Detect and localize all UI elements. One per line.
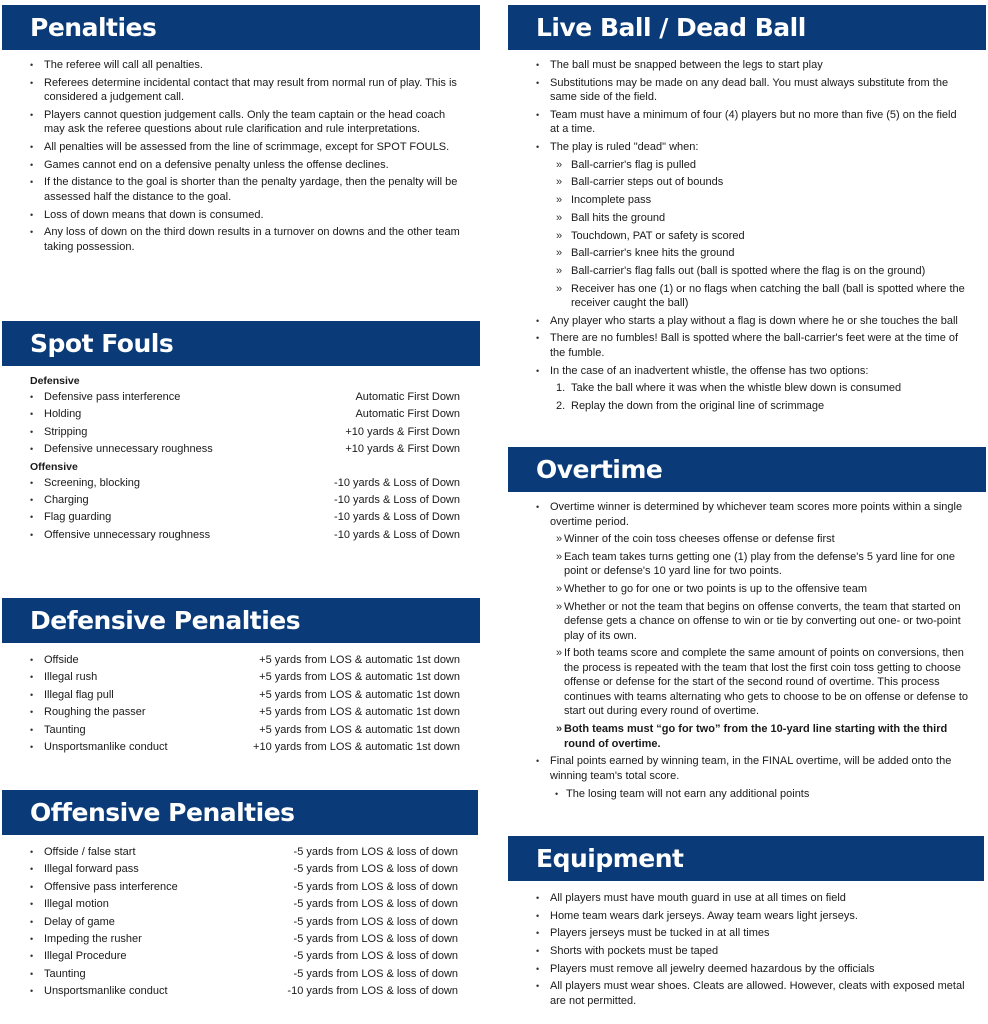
foul-name: Screening, blocking xyxy=(44,476,141,489)
penalty-result: +5 yards from LOS & automatic 1st down xyxy=(259,654,460,666)
list-item: • Home team wears dark jerseys. Away team wears light jerseys. xyxy=(508,909,984,924)
penalty-result: -5 yards from LOS & loss of down xyxy=(293,880,458,893)
defensive-label: Defensive xyxy=(30,375,80,387)
equipment-list xyxy=(508,891,984,1008)
list-item: • Shorts with pockets must be taped xyxy=(508,944,984,959)
penalty-result: +5 yards from LOS & automatic 1st down xyxy=(259,723,460,736)
sub-list-item: » Touchdown, PAT or safety is scored xyxy=(508,229,986,244)
list-item: • The referee will call all penalties. xyxy=(2,58,480,73)
table-row xyxy=(2,722,480,739)
penalty-name: Taunting xyxy=(44,967,86,980)
list-item: • In the case of an inadvertent whistle, the offense has two options: xyxy=(508,364,986,379)
table-row xyxy=(2,475,480,492)
table-row xyxy=(2,844,478,861)
penalty-result: -5 yards from LOS & loss of down xyxy=(293,915,458,928)
penalty-name: Unsportsmanlike conduct xyxy=(44,985,168,998)
penalty-result: +10 yards from LOS & automatic 1st down xyxy=(253,740,460,753)
overtime-section xyxy=(508,447,986,804)
penalty-result: -5 yards from LOS & loss of down xyxy=(293,846,458,858)
list-item: • If the distance to the goal is shorter than the penalty yardage, then the penalty will be assessed half the distance to the goal. xyxy=(2,175,480,204)
penalties-section xyxy=(2,5,480,258)
list-item: • The play is ruled "dead" when: xyxy=(508,140,986,155)
table-row xyxy=(2,406,480,423)
live-dead-ball-section xyxy=(508,5,986,417)
list-item: • Substitutions may be made on any dead ball. You must always substitute from the same side of the field. xyxy=(508,76,986,105)
penalties-header: Penalties xyxy=(2,5,480,50)
sub-list-item: » Whether or not the team that begins on offense converts, the team that started on defense gets a chance on offense to win or tie by converting out one- or two-point play of its own. xyxy=(508,600,986,644)
sub-list-item: » Ball-carrier steps out of bounds xyxy=(508,175,986,190)
list-item: • All players must wear shoes. Cleats are allowed. However, cleats with exposed metal are not permitted. xyxy=(508,979,984,1008)
penalty-name: Impeding the rusher xyxy=(44,932,142,945)
foul-result: -10 yards & Loss of Down xyxy=(334,493,460,506)
spot-fouls-header: Spot Fouls xyxy=(2,321,480,366)
penalties-list xyxy=(2,58,480,254)
sub-list-item: » Ball-carrier's knee hits the ground xyxy=(508,246,986,261)
foul-result: Automatic First Down xyxy=(355,391,460,403)
list-item: • Players jerseys must be tucked in at all times xyxy=(508,926,984,941)
table-row xyxy=(2,652,480,669)
penalty-name: Offside / false start xyxy=(44,846,136,858)
foul-name: Stripping xyxy=(44,425,88,438)
foul-name: Flag guarding xyxy=(44,511,112,524)
numbered-item: 1. Take the ball where it was when the whistle blew down is consumed xyxy=(556,382,902,395)
defensive-penalties-header: Defensive Penalties xyxy=(2,598,480,643)
penalty-name: Delay of game xyxy=(44,915,115,928)
table-row xyxy=(2,983,478,1000)
list-item: • Players must remove all jewelry deemed hazardous by the officials xyxy=(508,962,984,977)
penalty-name: Taunting xyxy=(44,723,86,736)
sub-list-item: » Ball-carrier's flag falls out (ball is spotted where the flag is on the ground) xyxy=(508,264,986,279)
defensive-penalties-section xyxy=(2,598,480,756)
table-row xyxy=(2,687,480,704)
list-item: • All penalties will be assessed from the line of scrimmage, except for SPOT FOULS. xyxy=(2,140,480,155)
penalty-result: +5 yards from LOS & automatic 1st down xyxy=(259,688,460,701)
foul-result: +10 yards & First Down xyxy=(345,443,460,456)
penalty-name: Illegal motion xyxy=(44,898,109,911)
list-item: • Any player who starts a play without a flag is down where he or she touches the ball xyxy=(508,314,986,329)
sub-list-item: » Whether to go for one or two points is up to the offensive team xyxy=(508,582,986,597)
sub-list-item: » Ball-carrier's flag is pulled xyxy=(508,158,986,173)
offensive-penalties-section xyxy=(2,790,478,1001)
sub-list-item: » Incomplete pass xyxy=(508,193,986,208)
foul-name: Defensive pass interference xyxy=(44,391,181,403)
sub-list-item: » Winner of the coin toss cheeses offense or defense first xyxy=(508,532,986,547)
list-item: • Loss of down means that down is consumed. xyxy=(2,208,480,223)
foul-result: -10 yards & Loss of Down xyxy=(334,528,460,541)
table-row xyxy=(2,389,480,406)
penalty-result: +5 yards from LOS & automatic 1st down xyxy=(259,671,460,684)
sub-list-item: » Each team takes turns getting one (1) play from the defense's 5 yard line for one point or defense's 10 yard line for two points. xyxy=(508,550,986,579)
table-row xyxy=(2,492,480,509)
overtime-header: Overtime xyxy=(508,447,986,492)
table-row xyxy=(2,441,480,458)
spot-fouls-section xyxy=(2,321,480,544)
table-row xyxy=(2,669,480,686)
penalty-name: Illegal Procedure xyxy=(44,950,127,963)
penalty-result: +5 yards from LOS & automatic 1st down xyxy=(259,706,460,719)
penalty-result: -5 yards from LOS & loss of down xyxy=(293,932,458,945)
penalty-result: -5 yards from LOS & loss of down xyxy=(293,950,458,963)
list-item: • Overtime winner is determined by whichever team scores more points within a single overtime period. xyxy=(508,500,986,529)
foul-result: +10 yards & First Down xyxy=(345,425,460,438)
table-row xyxy=(2,527,480,544)
table-row xyxy=(2,424,480,441)
list-item: • All players must have mouth guard in use at all times on field xyxy=(508,891,984,906)
foul-result: Automatic First Down xyxy=(355,408,460,421)
live-dead-ball-list xyxy=(508,58,986,414)
penalty-name: Roughing the passer xyxy=(44,706,146,719)
foul-name: Charging xyxy=(44,493,89,506)
table-row xyxy=(2,914,478,931)
sub-list-item: » Ball hits the ground xyxy=(508,211,986,226)
table-row xyxy=(2,879,478,896)
overtime-list xyxy=(508,500,986,801)
sub-list-item: » If both teams score and complete the same amount of points on conversions, then the process is repeated with the team that lost the first coin toss getting to choose offense or defense for the start of the second round of overtime. This process continues with teams alternating who gets to choose to be on offense or defense to start out during every round of overtime. xyxy=(508,646,986,719)
bold-rule-item: » Both teams must “go for two” from the 10-yard line starting with the third round of overtime. xyxy=(508,722,986,751)
list-item: • There are no fumbles! Ball is spotted where the ball-carrier's feet were at the time of the fumble. xyxy=(508,331,986,360)
foul-name: Holding xyxy=(44,408,82,421)
live-dead-ball-header: Live Ball / Dead Ball xyxy=(508,5,986,50)
penalty-name: Illegal flag pull xyxy=(44,688,114,701)
table-row xyxy=(2,931,478,948)
table-row xyxy=(2,509,480,526)
foul-name: Defensive unnecessary roughness xyxy=(44,443,213,456)
table-row xyxy=(2,966,478,983)
offensive-label: Offensive xyxy=(30,460,78,473)
list-item: • Referees determine incidental contact that may result from normal run of play. This is considered a judgement call. xyxy=(2,76,480,105)
table-row xyxy=(2,704,480,721)
table-row xyxy=(2,948,478,965)
list-item: • Games cannot end on a defensive penalty unless the offense declines. xyxy=(2,158,480,173)
table-row xyxy=(2,896,478,913)
foul-result: -10 yards & Loss of Down xyxy=(334,511,460,524)
list-item: • Team must have a minimum of four (4) players but no more than five (5) on the field at a time. xyxy=(508,108,986,137)
penalty-name: Illegal rush xyxy=(44,671,98,684)
penalty-name: Unsportsmanlike conduct xyxy=(44,740,168,753)
penalty-result: -10 yards from LOS & loss of down xyxy=(287,985,458,998)
list-item: • Any loss of down on the third down results in a turnover on downs and the other team taking possession. xyxy=(2,225,480,254)
numbered-item: 2. Replay the down from the original line of scrimmage xyxy=(556,400,825,412)
penalty-result: -5 yards from LOS & loss of down xyxy=(293,863,458,876)
penalty-result: -5 yards from LOS & loss of down xyxy=(293,898,458,911)
offensive-penalties-header: Offensive Penalties xyxy=(2,790,478,835)
table-row xyxy=(2,861,478,878)
equipment-section xyxy=(508,836,984,1012)
penalty-result: -5 yards from LOS & loss of down xyxy=(293,967,458,980)
list-item: • Players cannot question judgement calls. Only the team captain or the head coach may ask the referee questions about rule clarification and rule interpretations. xyxy=(2,108,480,137)
penalty-name: Offside xyxy=(44,654,79,666)
table-row xyxy=(2,739,480,756)
penalty-name: Illegal forward pass xyxy=(44,863,139,876)
foul-result: -10 yards & Loss of Down xyxy=(334,476,460,489)
sub-list-item: • The losing team will not earn any additional points xyxy=(508,787,986,802)
equipment-header: Equipment xyxy=(508,836,984,881)
list-item: • The ball must be snapped between the legs to start play xyxy=(508,58,986,73)
foul-name: Offensive unnecessary roughness xyxy=(44,528,211,541)
penalty-name: Offensive pass interference xyxy=(44,880,178,893)
sub-list-item: » Receiver has one (1) or no flags when catching the ball (ball is spotted where the receiver caught the ball) xyxy=(508,282,986,311)
list-item: • Final points earned by winning team, in the FINAL overtime, will be added onto the winning team's total score. xyxy=(508,754,986,783)
